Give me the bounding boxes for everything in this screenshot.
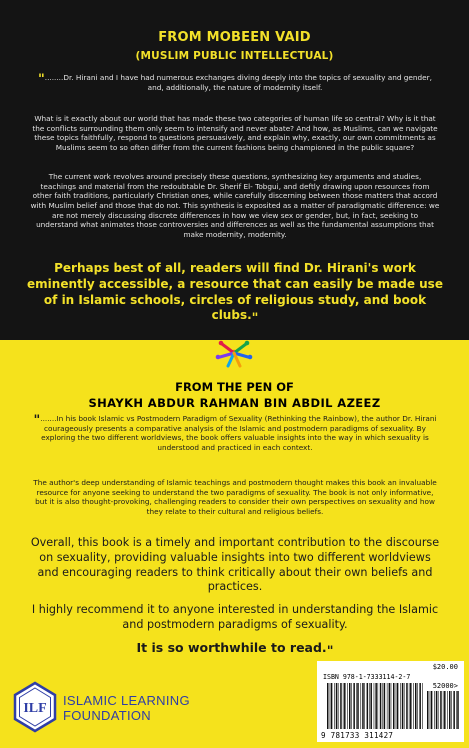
mobeen-paragraph-2: What is it exactly about our world that has made these two categories of human life so central? Why is it that the conflicts surrounding them only seem to intensify and never abate? And how, as Muslims, can we navigate these topics faithfully, respond to questions persuasively, and explain why, exactly, our own commitments as Muslims seem to so often differ from the current fashions being championed in the public square? — [32, 114, 438, 152]
top-section — [0, 0, 469, 340]
bottom-open-quote-mark: " — [33, 413, 41, 428]
shaykh-name-heading: SHAYKH ABDUR RAHMAN BIN ABDIL AZEEZ — [88, 396, 381, 410]
shaykh-closing-text: It is so worthwhile to read. — [136, 640, 327, 655]
shaykh-paragraph-2: The author's deep understanding of Islamic teachings and postmodern thought makes this book an invaluable resource for anyone seeking to understand the two paradigms of sexuality. The book is not only informative, but it is also thought-provoking, challenging readers to consider their own perspectives on sexuality and how they relate to their cultural and religious beliefs. — [33, 478, 437, 516]
barcode-price-code: 52000> — [432, 682, 458, 690]
barcode-digits: 9 781733 311427 — [321, 731, 394, 740]
bottom-close-quote-mark: " — [326, 644, 334, 659]
barcode-addon-bars-icon — [427, 691, 459, 729]
barcode-bars-icon — [327, 683, 423, 729]
barcode-price: $20.00 — [432, 663, 458, 671]
publisher-name-line-1: ISLAMIC LEARNING — [63, 693, 190, 708]
mobeen-vaid-heading: FROM MOBEEN VAID — [158, 30, 311, 45]
shaykh-paragraph-1 — [30, 414, 440, 453]
ilf-logo-icon — [9, 681, 61, 733]
mobeen-paragraph-1 — [30, 73, 440, 92]
publisher-name-line-2: FOUNDATION — [63, 708, 151, 723]
shaykh-closing-line — [28, 640, 442, 657]
isbn-number: ISBN 978-1-7333114-2-7 — [323, 673, 411, 681]
shaykh-paragraph-3: Overall, this book is a timely and important contribution to the discourse on sexuality, providing valuable insights into two different worldviews and encouraging readers to think critically about their own beliefs and practices. — [30, 536, 440, 594]
ilf-logo-initials: ILF — [23, 701, 47, 716]
mobeen-paragraph-1-text: ........Dr. Hirani and I have had numerous exchanges diving deeply into the topics of sexuality and gender, and, additionally, the nature of modernity itself. — [44, 73, 432, 92]
mobeen-vaid-subheading: (MUSLIM PUBLIC INTELLECTUAL) — [135, 50, 334, 62]
colorful-figures-logo-icon — [212, 339, 256, 369]
close-quote-mark: " — [251, 311, 259, 327]
shaykh-paragraph-1-text: .......In his book Islamic vs Postmodern Paradigm of Sexuality (Rethinking the Rainbow), the author Dr. Hirani courageously presents a comparative analysis of the Islamic and postmodern paradigms of sexuality. By exploring the two different worldviews, the book offers valuable insights into the way in which sexuality is understood and practiced in each context. — [40, 414, 437, 452]
open-quote-mark: " — [37, 72, 45, 87]
mobeen-highlight-quote — [24, 261, 446, 327]
isbn-barcode — [317, 661, 464, 742]
mobeen-highlight-text: Perhaps best of all, readers will find Dr. Hirani's work eminently accessible, a resource that can easily be made use of in Islamic schools, circles of religious study, and book clubs. — [27, 261, 443, 323]
pen-of-heading: FROM THE PEN OF — [175, 380, 294, 394]
mobeen-paragraph-3: The current work revolves around precisely these questions, synthesizing key arguments and studies, teachings and material from the redoubtable Dr. Sherif El- Tobgui, and deftly drawing upon resources from other faith traditions, particularly Christian ones, while carefully discerning between those matters that accord with Muslim belief and those that do not. This synthesis is exposited as a matter of paradigmatic difference: we are not merely discussing discrete differences in how we view sex or gender, but, in fact, seeking to understand what animates those controversies and differences as well as the fundamental assumptions that make modernity, modernity. — [30, 172, 440, 239]
shaykh-paragraph-4: I highly recommend it to anyone interested in understanding the Islamic and postmodern paradigms of sexuality. — [31, 603, 439, 631]
